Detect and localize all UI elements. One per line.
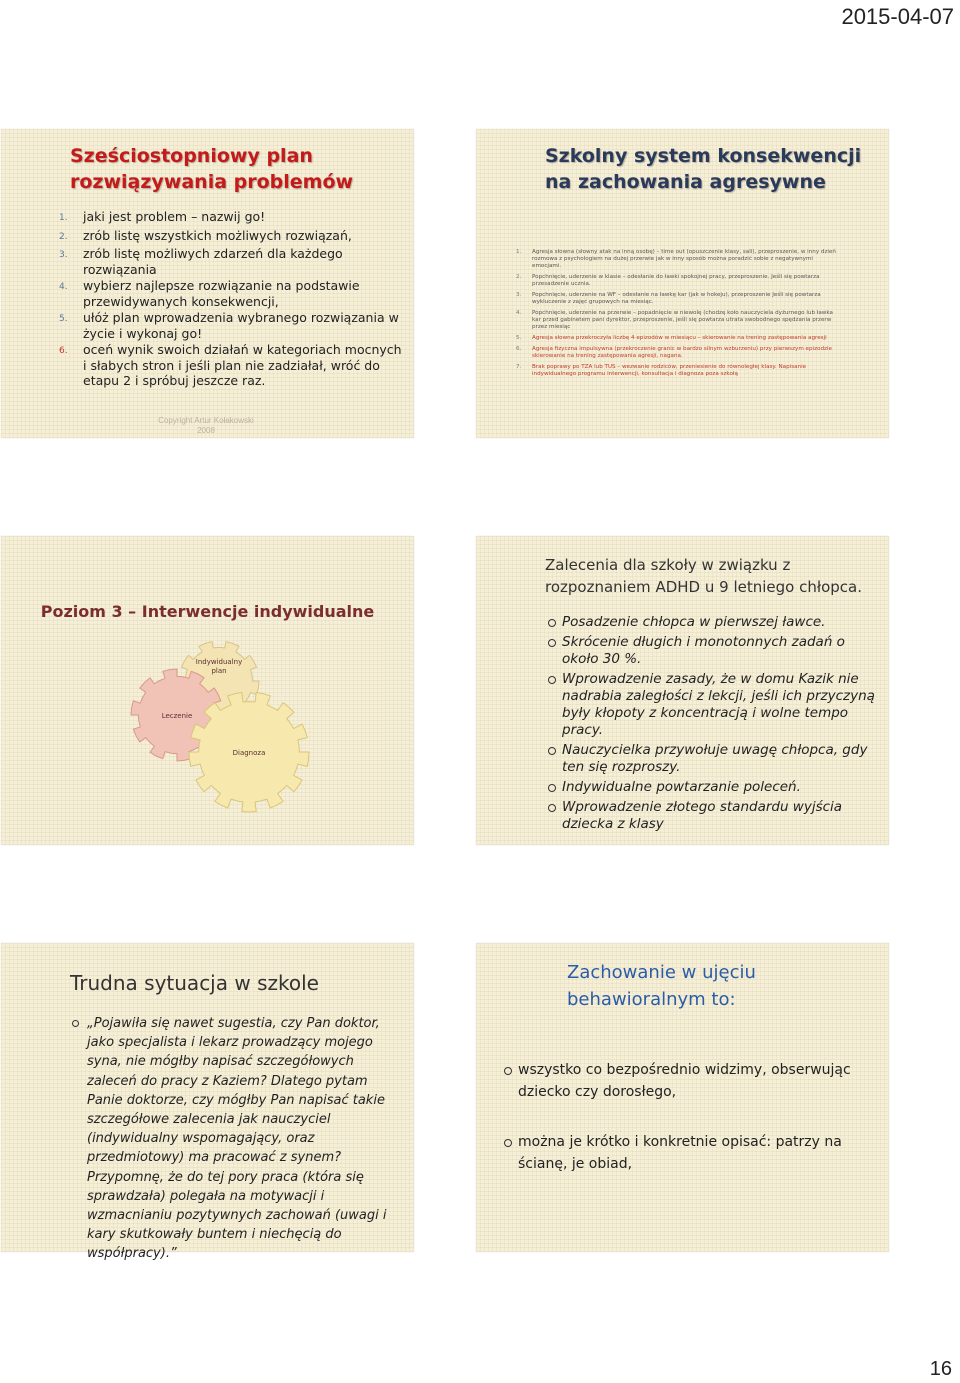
item-number: 6.	[516, 346, 522, 352]
slide-consequences-system	[476, 129, 889, 438]
item-text: ułóż plan wprowadzenia wybranego rozwiązania w życie i wykonaj go!	[83, 310, 399, 341]
item-number: 5.	[516, 335, 522, 341]
item-number: 3.	[59, 250, 68, 260]
list-item	[59, 228, 404, 246]
item-number: 2.	[516, 274, 522, 280]
slide-difficult-situation	[1, 943, 414, 1262]
slide-adhd-recommendations	[476, 536, 889, 845]
list-item: Skrócenie długich i monotonnych zadań o około 30 %.	[546, 634, 881, 668]
item-text: zrób listę wszystkich możliwych rozwiązań,	[83, 227, 352, 243]
item-number: 2.	[59, 231, 68, 242]
steps-list	[59, 209, 404, 390]
copyright-note	[151, 416, 261, 436]
item-number: 7.	[516, 364, 522, 370]
definition-list	[502, 1059, 887, 1203]
item-text: Popchnięcie, uderzenie na przerwie – popadnięcie w niewolę (chodzę koło nauczyciela dyżurnego lub ławka kar przed gabinetem pani dyrektor, przeproszenie, jeśli się powtarza utrata swobodnego spędzania przerw przez miesiąc	[532, 310, 833, 330]
slide-title: Zalecenia dla szkoły w związku z rozpoznaniem ADHD u 9 letniego chłopca.	[545, 556, 863, 596]
item-number: 6.	[59, 346, 68, 356]
item-number: 1.	[516, 249, 522, 255]
list-item	[516, 292, 836, 306]
item-text: Popchnięcie, uderzenie w klasie – odesłanie do ławki spokojnej pracy, przeproszenie. Jeśli się powtarza przesadzenie ucznia.	[532, 274, 820, 287]
item-text: oceń wynik swoich działań w kategoriach mocnych i słabych stron i jeśli plan nie zadziałał, wróć do etapu 2 i spróbuj jeszcze raz.	[83, 342, 402, 388]
page-date: 2015-04-07	[841, 4, 954, 29]
slide-title: Szkolny system konsekwencji na zachowania agresywne	[545, 145, 862, 193]
item-text-highlight: Agresja fizyczna impulsywna (przekroczenie granic w bardzo silnym wzburzeniu) przy pierwszym epizodzie skierowanie na trening zastępowania agresji, nagana.	[532, 346, 832, 359]
list-item: Posadzenie chłopca w pierwszej ławce.	[546, 614, 881, 631]
item-number: 4.	[59, 282, 68, 292]
item-number: 1.	[59, 213, 68, 223]
list-item	[516, 274, 836, 288]
list-item: Wprowadzenie złotego standardu wyjścia dziecka z klasy	[546, 799, 881, 833]
gear-label-line2: plan	[211, 667, 227, 675]
list-item	[59, 209, 404, 227]
gear-diagnosis	[189, 692, 309, 812]
parent-quote: „Pojawiła się nawet sugestia, czy Pan doktor, jako specjalista i lekarz prowadzący mojego syna, nie mógłby napisać szczegółowych zaleceń do pracy z Kaziem? Dlatego pytam Panie doktorze, czy mógłby Pan napisać takie szczegółowe zalecenia jak nauczyciel (indywidualny wspomagający, oraz przedmiotowy) ma pracować z synem? Przypomnę, że do tej pory praca (która się sprawdzała) polegała na motywacji i wzmacnianiu pozytywnych zachowań (uwagi i kary skutkowały buntem i niechęcią do współpracy).”	[87, 1016, 387, 1262]
gears-diagram	[121, 636, 331, 836]
item-text: Agresja słowna (słowny atak na inną osobę) – time out (opuszczenie klasy, sali), przeproszenie, w inny dzień rozmowa z psychologiem na dużej przerwie jak w inny sposób można poradzić sobie z negatywnymi emocjami.	[532, 249, 836, 269]
copyright-year: 2008	[197, 426, 215, 435]
copyright-line: Copyright Artur Kołakowski	[158, 416, 254, 425]
list-item	[516, 364, 836, 378]
slide-behavioral-definition	[476, 943, 889, 1252]
list-item	[516, 335, 836, 342]
slide-title: Trudna sytuacja w szkole	[70, 971, 319, 995]
item-text: wybierz najlepsze rozwiązanie na podstawie przewidywanych konsekwencji,	[83, 278, 360, 309]
list-item	[516, 310, 836, 331]
gear-label: Leczenie	[161, 712, 193, 720]
list-item: Nauczycielka przywołuje uwagę chłopca, gdy ten się rozproszy.	[546, 742, 881, 776]
item-text: Popchnięcie, uderzenie na WF – odesłanie na ławkę kar (jak w hokeju), przeproszenie Jeśli się powtarza wykluczenie z zajęć grupowych na miesiąc.	[532, 292, 821, 305]
list-item: wszystko co bezpośrednio widzimy, obserwując dziecko czy dorosłego,	[502, 1059, 887, 1103]
item-text: zrób listę możliwych zdarzeń dla każdego rozwiązania	[83, 246, 343, 277]
item-text-highlight: Agresja słowna przekroczyła liczbę 4 epizodów w miesiącu – skierowanie na trening zastępowania agresji	[532, 335, 827, 341]
list-item: można je krótko i konkretnie opisać: patrzy na ścianę, je obiad,	[502, 1131, 887, 1175]
list-item	[516, 346, 836, 360]
page-number: 16	[929, 1358, 952, 1380]
item-text-highlight: Brak poprawy po TZA lub TUS – wezwanie rodziców, przeniesienie do równoległej klasy. Napisanie indywidualnego programu interwencji, konsultacja i diagnoza poza szkołą	[532, 364, 807, 377]
slide-individual-interventions	[1, 536, 414, 845]
gear-label: Diagnoza	[232, 749, 266, 757]
item-number: 4.	[516, 310, 522, 316]
list-item	[59, 246, 404, 277]
slide-title: Poziom 3 – Interwencje indywidualne	[40, 602, 375, 621]
item-number: 5.	[59, 314, 68, 324]
list-item	[516, 249, 836, 270]
list-item	[59, 342, 404, 389]
list-item: Indywidualne powtarzanie poleceń.	[546, 779, 881, 796]
bullet-icon	[72, 1020, 79, 1027]
item-text: jaki jest problem – nazwij go!	[83, 209, 266, 224]
list-item	[59, 278, 404, 309]
list-item	[59, 310, 404, 341]
gear-label: Indywidualny	[195, 658, 243, 666]
recommendations-list	[546, 614, 881, 836]
item-number: 3.	[516, 292, 522, 298]
slide-title: Sześciostopniowy plan rozwiązywania problemów	[70, 145, 354, 193]
list-item: Wprowadzenie zasady, że w domu Kazik nie nadrabia zaległości z lekcji, jeśli ich przyczyną były kłopoty z koncentracją i wolne tempo pracy.	[546, 671, 881, 739]
slide-title: Zachowanie w ujęciu behawioralnym to:	[567, 962, 756, 1010]
consequences-list	[516, 249, 836, 382]
slide-problem-solving	[1, 129, 414, 438]
